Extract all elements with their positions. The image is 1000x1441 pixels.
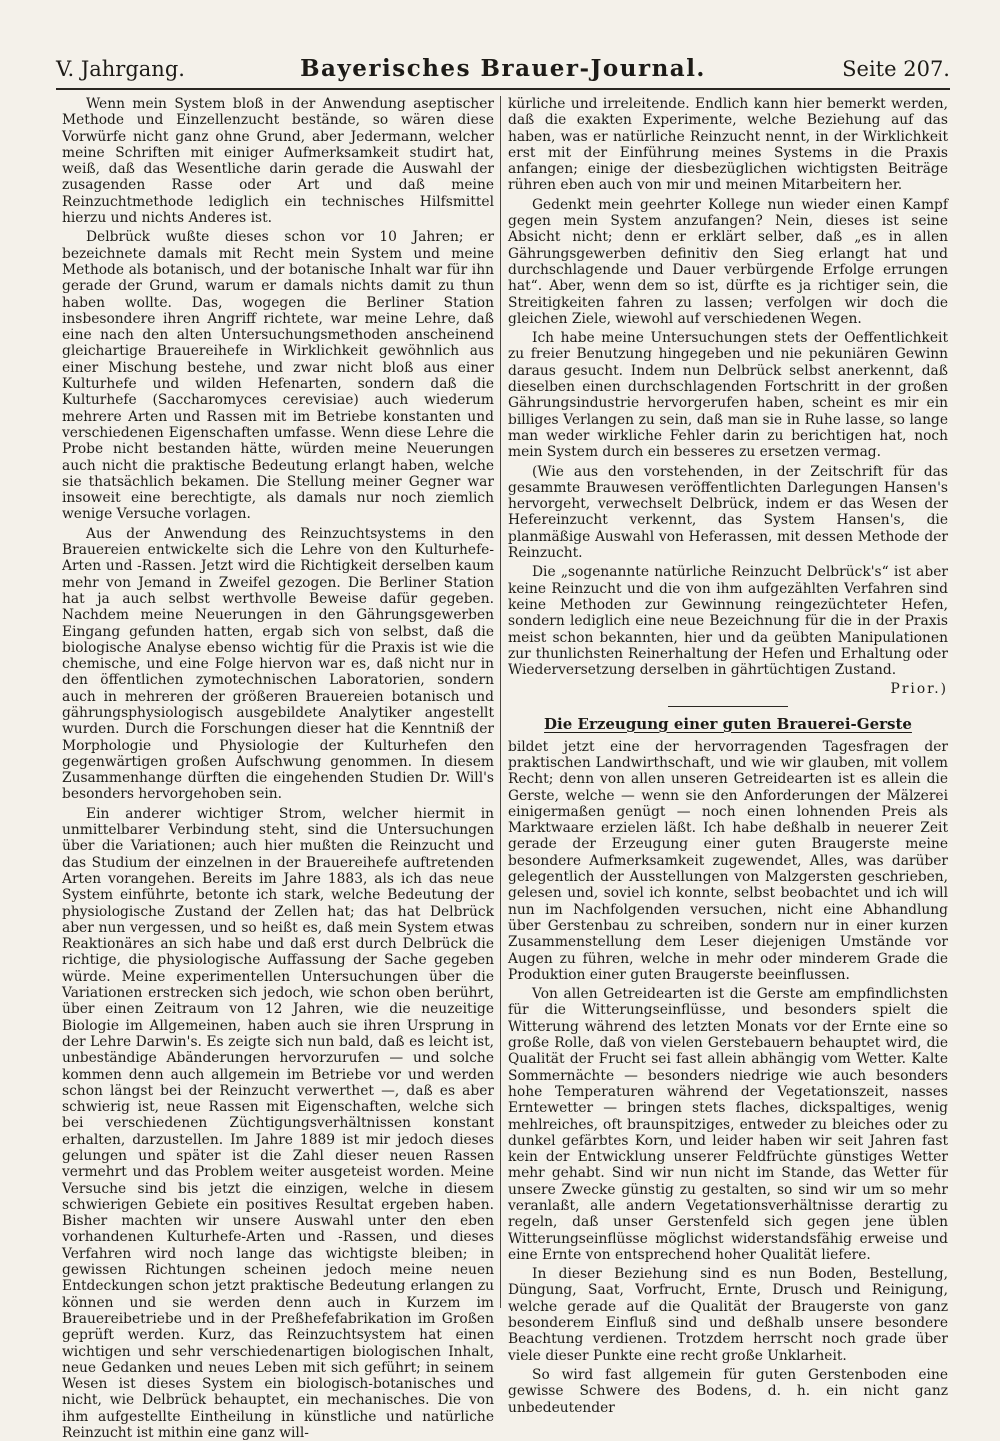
left-column <box>62 96 494 1441</box>
page-header <box>56 55 950 85</box>
paragraph: Aus der Anwendung des Reinzuchtsystems in den Brauereien entwickelte sich die Lehre von den Kulturhefe-Arten und -Rassen. Jetzt wird die Richtigkeit derselben kaum mehr von Jemand in Zweifel gezogen. Die Berliner Station hat ja auch selbst werthvolle Beweise dafür gegeben. Nachdem meine Neuerungen in den Gährungsgewerben Eingang gefunden hatten, ergab sich von selbst, daß die biologische Analyse ebenso wichtig für die Praxis ist wie die chemische, und eine Folge hiervon war es, daß nicht nur in den öffentlichen zymotechnischen Laboratorien, sondern auch in mehreren der größeren Brauereien botanisch und gährungsphysiologisch ausgebildete Analytiker angestellt wurden. Durch die Forschungen dieser hat die Kenntniß der Morphologie und Physiologie der Kulturhefen den gegenwärtigen großen Aufschwung genommen. In diesem Zusammenhange dürften die eingehenden Studien Dr. Will's besonders hervorgehoben sein. <box>62 525 494 803</box>
header-rule <box>56 88 950 90</box>
paragraph: Wenn mein System bloß in der Anwendung aseptischer Methode und Einzellenzucht bestände, so wären diese Vorwürfe nicht ganz ohne Grund, aber Jedermann, welcher meine Schriften mit einiger Aufmerksamkeit studirt hat, weiß, daß das Wesentliche darin gerade die Auswahl der zusagenden Rasse oder Art und daß meine Reinzuchtmethode lediglich ein technisches Hilfsmittel hierzu und nichts Anderes ist. <box>62 96 494 227</box>
paragraph: Delbrück wußte dieses schon vor 10 Jahren; er bezeichnete damals mit Recht mein System und meine Methode als botanisch, und der botanische Inhalt war für ihn gerade der Grund, warum er damals nichts damit zu thun haben wollte. Das, wogegen die Berliner Station insbesondere ihren Angriff richtete, war meine Lehre, daß eine nach den alten Untersuchungsmethoden anscheinend gleichartige Brauereihefe in Wirklichkeit gewöhnlich aus einer Mischung bestehe, und zwar nicht bloß aus einer Kulturhefe und wilden Hefenarten, sondern daß die Kulturhefe (Saccharomyces cerevisiae) auch wiederum mehrere Arten und Rassen mit im Betriebe konstanten und verschiedenen Eigenschaften umfasse. Wenn diese Lehre die Probe nicht bestanden hätte, würden meine Neuerungen auch nicht die praktische Bedeutung erlangt haben, welche sie thatsächlich bekamen. Die Stellung meiner Gegner war insoweit eine berechtigte, als damals nur noch ziemlich wenige Versuche vorlagen. <box>62 229 494 523</box>
right-column <box>508 96 948 1416</box>
paragraph: In dieser Beziehung sind es nun Boden, Bestellung, Düngung, Saat, Vorfrucht, Ernte, Drusch und Reinigung, welche gerade auf die Qualität der Braugerste von ganz besonderem Einfluß sind und deßhalb unsere besondere Beachtung verdienen. Trotzdem herrscht noch grade über viele dieser Punkte eine recht große Unklarheit. <box>508 1266 948 1364</box>
paragraph: Ich habe meine Untersuchungen stets der Oeffentlichkeit zu freier Benutzung hingegeben und nie pekuniären Gewinn daraus gesucht. Indem nun Delbrück selbst anerkennt, daß dieselben einen durchschlagenden Fortschritt in der großen Gährungsindustrie hervorgerufen haben, scheint es mir ein billiges Verlangen zu sein, daß man sie in Ruhe lasse, so lange man weder wirkliche Fehler darin zu berichtigen hat, noch mein System durch ein besseres zu ersetzen vermag. <box>508 330 948 461</box>
paragraph: So wird fast allgemein für guten Gerstenboden eine gewisse Schwere des Bodens, d. h. ein nicht ganz unbedeutender <box>508 1366 948 1416</box>
volume-label: V. Jahrgang. <box>56 57 185 81</box>
paragraph: kürliche und irreleitende. Endlich kann hier bemerkt werden, daß die exakten Experimente, welche Beziehung auf das haben, was er natürliche Reinzucht nennt, in der Wirklichkeit erst mit der Einführung meines Systems in die Praxis anfangen; einige der diesbezüglichen wichtigsten Beiträge rühren eben auch von mir und meinen Mitarbeitern her. <box>508 96 948 194</box>
paragraph: bildet jetzt eine der hervorragenden Tagesfragen der praktischen Landwirthschaft, und wie wir glauben, mit vollem Recht; denn von allen unseren Getreidearten ist es allein die Gerste, welche — wenn sie den Anforderungen der Mälzerei einigermaßen genügt — noch einen lohnenden Preis als Marktwaare erzielen läßt. Ich habe deßhalb in neuerer Zeit gerade der Erzeugung einer guten Braugerste meine besondere Aufmerksamkeit zugewendet, Alles, was darüber gelegentlich der Ausstellungen von Malzgersten geschrieben, gelesen und, soviel ich konnte, selbst beobachtet und ich will nun im Nachfolgenden versuchen, nicht eine Abhandlung über Gerstenbau zu schreiben, sondern nur in einer kurzen Zusammenstellung dem Leser diejenigen Umstände vor Augen zu führen, welche in mehr oder minderem Grade die Produktion einer guten Braugerste beeinflussen. <box>508 738 948 983</box>
column-divider <box>500 96 501 1308</box>
section-divider <box>668 706 788 707</box>
section-title: Die Erzeugung einer guten Brauerei-Gerste <box>544 714 912 733</box>
paragraph: Gedenkt mein geehrter Kollege nun wieder einen Kampf gegen mein System anzufangen? Nein, dieses ist seine Absicht nicht; denn er erklärt selber, daß „es in allen Gährungsgewerben definitiv den Sieg erlangt hat und durchschlagende und Dauer verbürgende Erfolge errungen hat“. Aber, wenn dem so ist, dürfte es ja richtiger sein, die Streitigkeiten fahren zu lassen; verfolgen wir doch die gleichen Ziele, wiewohl auf verschiedenen Wegen. <box>508 196 948 327</box>
page-number: Seite 207. <box>842 57 950 81</box>
journal-title: Bayerisches Brauer-Journal. <box>300 55 706 82</box>
editor-note: (Wie aus den vorstehenden, in der Zeitschrift für das gesammte Brauwesen veröffentlichten Darlegungen Hansen's hervorgeht, verwechselt Delbrück, indem er das Wesen der Hefereinzucht verkennt, das System Hansen's, die planmäßige Auswahl von Heferassen, mit dessen Methode der Reinzucht. <box>508 463 948 562</box>
editor-note: Die „sogenannte natürliche Reinzucht Delbrück's“ ist aber keine Reinzucht und die von ihm aufgezählten Verfahren sind keine Methoden zur Gewinnung reingezüchteter Hefen, sondern lediglich eine neue Bezeichnung für die in der Praxis meist schon bekannten, hier und da geübten Manipulationen zur thunlichsten Reinerhaltung der Hefen und Erhaltung oder Wiederversetzung derselben in gährtüchtigen Zustand. <box>508 564 948 679</box>
paragraph: Ein anderer wichtiger Strom, welcher hiermit in unmittelbarer Verbindung steht, sind die Untersuchungen über die Variationen; auch hier mußten die Reinzucht und das Studium der einzelnen in der Brauereihefe auftretenden Arten vorangehen. Bereits im Jahre 1883, als ich das neue System einführte, betonte ich stark, welche Bedeutung der physiologische Zustand der Zellen hat; das hat Delbrück aber nun vergessen, und so heißt es, daß mein System etwas Reaktionäres an sich habe und daß erst durch Delbrück die richtige, die physiologische Auffassung der Sache gegeben würde. Meine experimentellen Untersuchungen über die Variationen erstrecken sich jedoch, wie schon oben berührt, über einen Zeitraum von 12 Jahren, wie die neuzeitige Biologie im Allgemeinen, haben auch sie ihren Ursprung in der Lehre Darwin's. Es zeigte sich nun bald, daß es leicht ist, unbeständige Abänderungen hervorzurufen — und solche kommen denn auch allgemein im Betriebe vor und werden schon längst bei der Reinzucht verwerthet —, daß es aber schwierig ist, neue Rassen mit Eigenschaften, welche sich bei verschiedenen Züchtigungsverhältnissen konstant erhalten, darzustellen. Im Jahre 1889 ist mir jedoch dieses gelungen und später ist die Zahl dieser neuen Rassen vermehrt und das Problem weiter ausgeteist worden. Meine Versuche sind bis jetzt die einzigen, welche in diesem schwierigen Gebiete ein positives Resultat ergeben haben. Bisher machten wir unsere Auswahl unter den eben vorhandenen Kulturhefe-Arten und -Rassen, und dieses Verfahren wird noch lange das wichtigste bleiben; in gewissen Richtungen scheinen jedoch meine neuen Entdeckungen schon jetzt praktische Bedeutung erlangen zu können und sie werden denn auch in Kurzem im Brauereibetriebe und in der Preßhefefabrikation im Großen geprüft werden. Kurz, das Reinzuchtsystem hat einen wichtigen und sehr verschiedenartigen biologischen Inhalt, neue Gedanken und neues Leben mit sich geführt; in seinem Wesen ist dieses System ein biologisch-botanisches und nicht, wie Delbrück behauptet, ein mechanisches. Die von ihm aufgestellte Eintheilung in künstliche und natürliche Reinzucht ist mithin eine ganz will- <box>62 805 494 1441</box>
paragraph: Von allen Getreidearten ist die Gerste am empfindlichsten für die Witterungseinflüsse, und besonders spielt die Witterung während des letzten Monats vor der Ernte eine so große Rolle, daß von vielen Gerstebauern behauptet wird, die Qualität der Frucht sei fast allein abhängig vom Wetter. Kalte Sommernächte — besonders niedrige wie auch besonders hohe Temperaturen während der Vegetationszeit, nasses Erntewetter — bringen stets flaches, dickspaltiges, wenig mehlreiches, oft braunspitziges, entweder zu bleiches oder zu dunkel gefärbtes Korn, und leider haben wir seit Jahren fast kein der Entwicklung unserer Feldfrüchte günstiges Wetter mehr gehabt. Sind wir nun nicht im Stande, das Wetter für unsere Zwecke günstig zu gestalten, so sind wir um so mehr veranlaßt, alle andern Vegetationsverhältnisse derartig zu regeln, daß unser Gerstenfeld sich gegen jene üblen Witterungseinflüsse möglichst widerstandsfähig erweise und eine Ernte von entsprechend hoher Qualität liefere. <box>508 986 948 1263</box>
signature: Prior.) <box>890 681 948 698</box>
